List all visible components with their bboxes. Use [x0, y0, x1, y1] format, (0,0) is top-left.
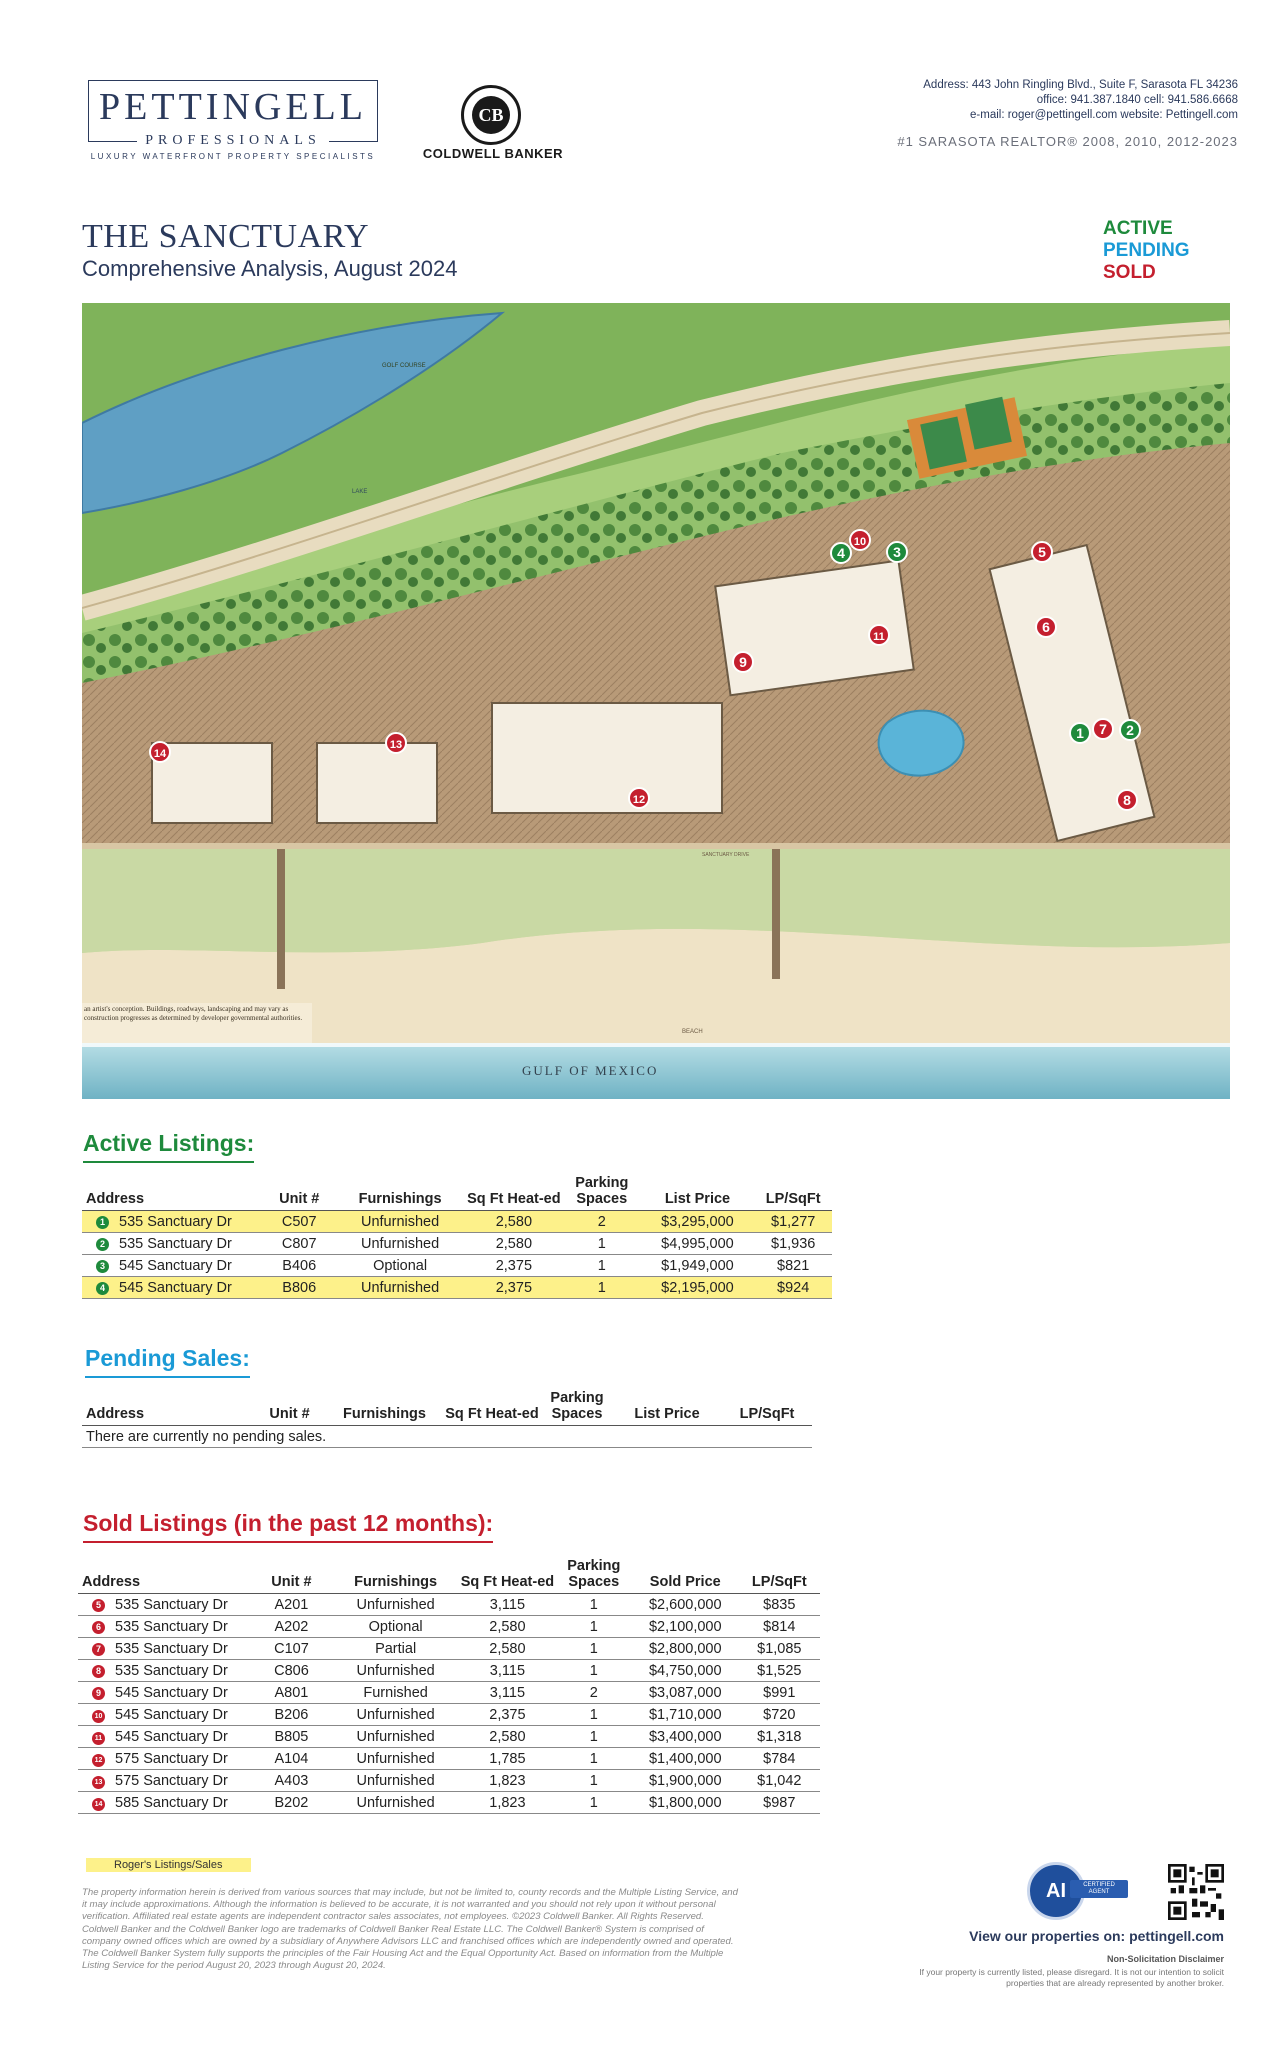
status-badge: 13	[92, 1776, 105, 1789]
cell-sqft: 2,580	[459, 1616, 556, 1638]
cell-lp-sqft: $814	[739, 1616, 820, 1638]
legend-sold: SOLD	[1103, 262, 1156, 283]
cell-parking: 2	[556, 1682, 632, 1704]
cell-furnishings: Unfurnished	[332, 1726, 459, 1748]
cell-address: 535 Sanctuary Dr	[115, 1596, 228, 1613]
status-badge: 11	[92, 1732, 105, 1745]
pin-3[interactable]	[887, 542, 907, 562]
cell-address: 535 Sanctuary Dr	[115, 1618, 228, 1635]
cell-price: $2,195,000	[641, 1277, 755, 1299]
cell-price: $1,900,000	[632, 1770, 739, 1792]
svg-text:5: 5	[1038, 544, 1046, 560]
cell-unit: B806	[263, 1277, 335, 1299]
active-header-row	[82, 1175, 832, 1211]
cell-parking: 1	[556, 1594, 632, 1616]
no-pending-message: There are currently no pending sales.	[82, 1426, 812, 1448]
cell-parking: 1	[556, 1792, 632, 1814]
col-sqft: Sq Ft Heat-ed	[465, 1175, 563, 1211]
pin-4[interactable]	[831, 543, 851, 563]
table-row[interactable]	[78, 1638, 820, 1660]
cell-address: 535 Sanctuary Dr	[119, 1235, 232, 1252]
road-label: SANCTUARY DRIVE	[702, 852, 750, 858]
cell-parking: 1	[556, 1704, 632, 1726]
svg-text:1: 1	[1076, 725, 1084, 741]
pin-5[interactable]	[1032, 542, 1052, 562]
col-unit: Unit #	[251, 1558, 332, 1594]
table-row[interactable]	[78, 1704, 820, 1726]
cell-price: $2,600,000	[632, 1594, 739, 1616]
cell-lp-sqft: $1,936	[754, 1233, 832, 1255]
cell-lp-sqft: $1,042	[739, 1770, 820, 1792]
cell-lp-sqft: $821	[754, 1255, 832, 1277]
status-badge: 5	[92, 1599, 105, 1612]
col-sqft: Sq Ft Heat-ed	[459, 1558, 556, 1594]
cell-sqft: 1,823	[459, 1792, 556, 1814]
cell-unit: A104	[251, 1748, 332, 1770]
pin-11[interactable]	[869, 625, 889, 645]
col-furnishings: Furnishings	[327, 1390, 442, 1426]
col-lp-sqft: LP/SqFt	[754, 1175, 832, 1211]
svg-text:4: 4	[837, 545, 845, 561]
status-badge: 12	[92, 1754, 105, 1767]
cell-address: 575 Sanctuary Dr	[115, 1772, 228, 1789]
col-sqft: Sq Ft Heat-ed	[442, 1390, 542, 1426]
nonsolicitation-title: Non-Solicitation Disclaimer	[1106, 1954, 1224, 1964]
logo-sub-text: PROFESSIONALS	[137, 133, 328, 149]
table-row[interactable]	[78, 1748, 820, 1770]
table-row[interactable]	[82, 1277, 832, 1299]
cell-lp-sqft: $1,318	[739, 1726, 820, 1748]
cell-furnishings: Unfurnished	[332, 1660, 459, 1682]
cell-address: 545 Sanctuary Dr	[115, 1684, 228, 1701]
cell-price: $1,400,000	[632, 1748, 739, 1770]
pettingell-logo	[88, 80, 378, 148]
cell-price: $1,710,000	[632, 1704, 739, 1726]
cell-unit: B206	[251, 1704, 332, 1726]
table-row[interactable]	[78, 1770, 820, 1792]
cell-furnishings: Unfurnished	[332, 1748, 459, 1770]
cell-unit: B406	[263, 1255, 335, 1277]
cell-unit: C806	[251, 1660, 332, 1682]
sold-header-row	[78, 1558, 820, 1594]
cell-furnishings: Unfurnished	[335, 1211, 464, 1233]
cell-furnishings: Unfurnished	[335, 1277, 464, 1299]
cell-address: 535 Sanctuary Dr	[115, 1662, 228, 1679]
table-row[interactable]	[78, 1660, 820, 1682]
cell-furnishings: Unfurnished	[332, 1792, 459, 1814]
cell-address: 535 Sanctuary Dr	[115, 1640, 228, 1657]
cell-address: 545 Sanctuary Dr	[119, 1279, 232, 1296]
seal-monogram: CB	[472, 96, 510, 134]
cell-furnishings: Unfurnished	[335, 1233, 464, 1255]
svg-text:7: 7	[1099, 721, 1107, 737]
site-plan-map	[82, 303, 1230, 1099]
sold-listings-table	[78, 1558, 820, 1814]
cell-address: 535 Sanctuary Dr	[119, 1213, 232, 1230]
cell-parking: 1	[563, 1255, 641, 1277]
status-badge: 7	[92, 1643, 105, 1656]
status-badge: 6	[92, 1621, 105, 1634]
pin-6[interactable]	[1036, 617, 1056, 637]
table-row[interactable]	[78, 1616, 820, 1638]
status-badge: 9	[92, 1687, 105, 1700]
cell-furnishings: Partial	[332, 1638, 459, 1660]
cell-lp-sqft: $720	[739, 1704, 820, 1726]
legal-disclaimer: The property information herein is derived from various sources that may include, but not be limited to, county records and the Multiple Listing Service, and it may include approximations. Although the information is believed to be accurate, it is not warranted and you should not rely upon it without personal verification. Affiliated real estate agents are independent contractor sales associates, not employees. ©2023 Coldwell Banker. All Rights Reserved. Coldwell Banker and the Coldwell Banker logo are trademarks of Coldwell Banker Real Estate LLC. The Coldwell Banker® System is comprised of company owned offices which are owned by a subsidiary of Anywhere Advisors LLC and franchised offices which are independently owned and operated. The Coldwell Banker System fully supports the principles of the Fair Housing Act and the Equal Opportunity Act. Based on information from the Multiple Listing Service for the period August 20, 2023 through August 20, 2024.	[82, 1887, 738, 1972]
cell-parking: 1	[556, 1638, 632, 1660]
cell-unit: A201	[251, 1594, 332, 1616]
svg-text:6: 6	[1042, 619, 1050, 635]
pin-14[interactable]	[150, 742, 170, 762]
rogers-listings-legend: Roger's Listings/Sales	[86, 1858, 251, 1872]
cell-lp-sqft: $991	[739, 1682, 820, 1704]
cell-unit: A403	[251, 1770, 332, 1792]
svg-text:13: 13	[389, 739, 403, 751]
cell-unit: C807	[263, 1233, 335, 1255]
svg-text:10: 10	[853, 536, 867, 548]
svg-text:9: 9	[739, 654, 747, 670]
col-address: Address	[82, 1175, 263, 1211]
page-title: THE SANCTUARY	[82, 218, 370, 255]
cell-unit: A202	[251, 1616, 332, 1638]
view-properties-link[interactable]: View our properties on: pettingell.com	[969, 1928, 1224, 1944]
cell-price: $1,800,000	[632, 1792, 739, 1814]
cell-lp-sqft: $835	[739, 1594, 820, 1616]
pin-1[interactable]	[1070, 723, 1090, 743]
svg-text:12: 12	[632, 794, 646, 806]
col-list-price: List Price	[612, 1390, 722, 1426]
logo-tagline: LUXURY WATERFRONT PROPERTY SPECIALISTS	[90, 152, 376, 161]
cell-price: $3,400,000	[632, 1726, 739, 1748]
pin-12[interactable]	[629, 788, 649, 808]
col-sold-price: Sold Price	[632, 1558, 739, 1594]
status-badge: 4	[96, 1282, 109, 1295]
col-lp-sqft: LP/SqFt	[739, 1558, 820, 1594]
col-parking: Parking Spaces	[563, 1175, 641, 1211]
cell-lp-sqft: $924	[754, 1277, 832, 1299]
realtor-award-line: #1 SARASOTA REALTOR® 2008, 2010, 2012-2023	[897, 134, 1238, 149]
legend-pending: PENDING	[1103, 240, 1190, 261]
cell-price: $1,949,000	[641, 1255, 755, 1277]
cell-price: $2,800,000	[632, 1638, 739, 1660]
ai-certified-ribbon: CERTIFIED AGENT	[1070, 1880, 1128, 1898]
logo-main-text: PETTINGELL	[99, 86, 367, 128]
cell-parking: 1	[556, 1726, 632, 1748]
cell-unit: C107	[251, 1638, 332, 1660]
col-lp-sqft: LP/SqFt	[722, 1390, 812, 1426]
table-row[interactable]	[78, 1682, 820, 1704]
svg-text:3: 3	[893, 544, 901, 560]
cell-furnishings: Optional	[335, 1255, 464, 1277]
cell-lp-sqft: $1,277	[754, 1211, 832, 1233]
table-row[interactable]	[82, 1255, 832, 1277]
table-row	[82, 1426, 812, 1448]
cell-unit: B202	[251, 1792, 332, 1814]
table-row[interactable]	[78, 1726, 820, 1748]
cell-furnishings: Optional	[332, 1616, 459, 1638]
table-row[interactable]	[82, 1233, 832, 1255]
sold-listings-title: Sold Listings (in the past 12 months):	[83, 1510, 493, 1543]
cell-parking: 2	[563, 1211, 641, 1233]
cell-price: $3,087,000	[632, 1682, 739, 1704]
pin-8[interactable]	[1117, 790, 1137, 810]
cell-address: 545 Sanctuary Dr	[115, 1706, 228, 1723]
cell-parking: 1	[563, 1233, 641, 1255]
cell-address: 585 Sanctuary Dr	[115, 1794, 228, 1811]
table-row[interactable]	[82, 1211, 832, 1233]
cell-sqft: 2,375	[459, 1704, 556, 1726]
cell-sqft: 2,580	[465, 1211, 563, 1233]
contact-block	[778, 78, 1238, 123]
cell-price: $4,750,000	[632, 1660, 739, 1682]
contact-address: Address: 443 John Ringling Blvd., Suite F, Sarasota FL 34236	[923, 79, 1238, 91]
golf-course-label: GOLF COURSE	[382, 363, 426, 369]
svg-text:2: 2	[1126, 722, 1134, 738]
col-parking: Parking Spaces	[556, 1558, 632, 1594]
cell-sqft: 2,375	[465, 1277, 563, 1299]
active-listings-table	[82, 1175, 832, 1299]
ai-certified-badge-icon: AI	[1027, 1862, 1085, 1920]
cell-sqft: 2,580	[465, 1233, 563, 1255]
cell-unit: B805	[251, 1726, 332, 1748]
lake-label: LAKE	[352, 489, 368, 495]
map-note: an artist's conception. Buildings, roadways, landscaping and may vary as construction progresses as determined by developer governmental authorities.	[84, 1005, 303, 1022]
cell-price: $2,100,000	[632, 1616, 739, 1638]
nonsolicitation-text: If your property is currently listed, please disregard. It is not our intention to solicit properties that are already represented by another broker.	[919, 1967, 1224, 1988]
col-unit: Unit #	[252, 1390, 327, 1426]
status-badge: 14	[92, 1798, 105, 1811]
table-row[interactable]	[78, 1792, 820, 1814]
coldwell-banker-seal-icon	[461, 85, 521, 145]
cell-furnishings: Unfurnished	[332, 1704, 459, 1726]
cell-sqft: 1,785	[459, 1748, 556, 1770]
pending-header-row	[82, 1390, 812, 1426]
cell-furnishings: Unfurnished	[332, 1594, 459, 1616]
cell-furnishings: Unfurnished	[332, 1770, 459, 1792]
cell-lp-sqft: $1,525	[739, 1660, 820, 1682]
beach-label: BEACH	[682, 1029, 703, 1035]
qr-code-icon[interactable]	[1168, 1864, 1224, 1920]
status-legend	[1103, 218, 1190, 284]
col-parking: Parking Spaces	[542, 1390, 612, 1426]
cell-sqft: 1,823	[459, 1770, 556, 1792]
col-furnishings: Furnishings	[332, 1558, 459, 1594]
cell-unit: A801	[251, 1682, 332, 1704]
cell-parking: 1	[556, 1616, 632, 1638]
col-unit: Unit #	[263, 1175, 335, 1211]
legend-active: ACTIVE	[1103, 218, 1173, 239]
cell-parking: 1	[556, 1660, 632, 1682]
pin-13[interactable]	[386, 733, 406, 753]
pin-2[interactable]	[1120, 720, 1140, 740]
status-badge: 3	[96, 1260, 109, 1273]
cell-unit: C507	[263, 1211, 335, 1233]
svg-text:11: 11	[873, 631, 885, 643]
pending-sales-table	[82, 1390, 812, 1448]
cell-price: $3,295,000	[641, 1211, 755, 1233]
cell-sqft: 3,115	[459, 1594, 556, 1616]
cell-lp-sqft: $784	[739, 1748, 820, 1770]
page-subtitle: Comprehensive Analysis, August 2024	[82, 256, 458, 281]
active-listings-title: Active Listings:	[83, 1130, 254, 1163]
pin-7[interactable]	[1093, 719, 1113, 739]
svg-text:8: 8	[1123, 792, 1131, 808]
cell-furnishings: Furnished	[332, 1682, 459, 1704]
status-badge: 8	[92, 1665, 105, 1678]
col-list-price: List Price	[641, 1175, 755, 1211]
gulf-label: GULF OF MEXICO	[522, 1063, 659, 1078]
cell-parking: 1	[563, 1277, 641, 1299]
cell-sqft: 3,115	[459, 1660, 556, 1682]
cell-parking: 1	[556, 1748, 632, 1770]
pin-10[interactable]	[850, 530, 870, 550]
cell-lp-sqft: $987	[739, 1792, 820, 1814]
pending-sales-title: Pending Sales:	[85, 1345, 250, 1378]
cell-sqft: 2,580	[459, 1638, 556, 1660]
contact-email-website[interactable]: e-mail: roger@pettingell.com website: Pettingell.com	[970, 109, 1238, 121]
status-badge: 2	[96, 1238, 109, 1251]
cell-address: 545 Sanctuary Dr	[119, 1257, 232, 1274]
cell-lp-sqft: $1,085	[739, 1638, 820, 1660]
col-furnishings: Furnishings	[335, 1175, 464, 1211]
col-address: Address	[82, 1390, 252, 1426]
contact-phones: office: 941.387.1840 cell: 941.586.6668	[1036, 94, 1238, 106]
cell-sqft: 3,115	[459, 1682, 556, 1704]
cell-sqft: 2,375	[465, 1255, 563, 1277]
cell-sqft: 2,580	[459, 1726, 556, 1748]
cell-address: 575 Sanctuary Dr	[115, 1750, 228, 1767]
status-badge: 1	[96, 1216, 109, 1229]
col-address: Address	[78, 1558, 251, 1594]
cell-parking: 1	[556, 1770, 632, 1792]
cell-address: 545 Sanctuary Dr	[115, 1728, 228, 1745]
cell-price: $4,995,000	[641, 1233, 755, 1255]
svg-text:14: 14	[153, 748, 167, 760]
status-badge: 10	[92, 1710, 105, 1723]
brokerage-name: COLDWELL BANKER	[422, 146, 564, 161]
site-plan-illustration	[82, 303, 1230, 1099]
pin-9[interactable]	[733, 652, 753, 672]
table-row[interactable]	[78, 1594, 820, 1616]
